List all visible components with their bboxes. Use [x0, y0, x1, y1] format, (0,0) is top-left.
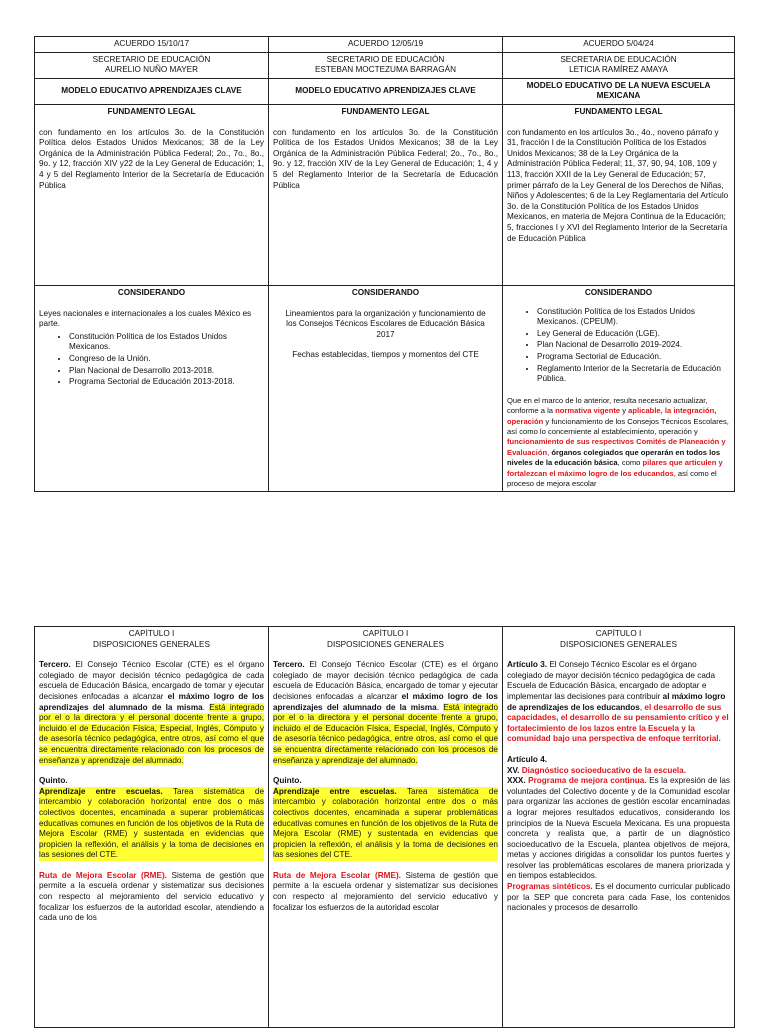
secretario-title: SECRETARIO DE EDUCACIÓN [92, 54, 211, 64]
considerando-lineamientos: Lineamientos para la organización y funcionamiento de los Consejos Técnicos Escolares de Educación Básica 2017 [285, 308, 486, 339]
considerando-cell-3 [503, 285, 735, 491]
fundamento-heading: FUNDAMENTO LEGAL [574, 106, 663, 116]
fundamento-row [35, 104, 735, 285]
list-item: • Programa Sectorial de Educación 2013-2018. [69, 377, 264, 388]
considerando-cell-1 [35, 285, 269, 491]
articulo3-paragraph: Artículo 3. El Consejo Técnico Escolar es el órgano colegiado de mayor decisión técnico pedagógica de cada Escuela de Educación Básica, encargado de adoptar e implementar las decisiones para contribuir al máximo logro de aprendizajes de los educandos, el desarrollo de sus capacidades, el desarrollo de su pensamiento crítico y el fortalecimiento de los lazos entre la Escuela y la comunidad bajo una perspectiva de enfoque territorial. [507, 660, 729, 744]
secretario-cell-2 [269, 52, 503, 78]
tercero-paragraph: Tercero. El Consejo Técnico Escolar (CTE) es el órgano colegiado de mayor decisión técnico pedagógica de cada escuela de Educación Básica, encargado de tomar y ejecutar decisiones enfocadas a alcanzar el máximo logro de los aprendizajes del alumnado de la misma. Está integrado por el o la directora y el personal docente frente a grupo, incluido el de Educación Física, Especial, Inglés, Cómputo y de asesoría técnico pedagógica, entre otros, así como el que se encuentra directamente relacionado con los procesos de enseñanza y aprendizaje del alumnado. [273, 660, 498, 765]
acuerdo-cell-2: ACUERDO 12/05/19 [269, 37, 503, 53]
aprendizaje-paragraph: Aprendizaje entre escuelas. Tarea sistemática de intercambio y colaboración horizontal entre dos o más colectivos docentes, encaminada a superar problemáticas educativas comunes en función de los objetivos de la Ruta de Mejora Escolar (RME) y sustentada en evidencias que propicien la reflexión, el análisis y la toma de decisiones en las sesiones del CTE. [273, 786, 498, 860]
disposiciones-title: DISPOSICIONES GENERALES [327, 639, 444, 649]
list-item: • Constitución Política de los Estados Unidos Mexicanos. [69, 332, 264, 353]
list-item: • Reglamento Interior de la Secretaría de Educación Pública. [537, 364, 730, 385]
modelo-cell-2: MODELO EDUCATIVO APRENDIZAJES CLAVE [269, 78, 503, 104]
secretario-name: ESTEBAN MOCTEZUMA BARRAGÁN [314, 65, 457, 75]
considerando-list [39, 332, 264, 388]
list-item: • Ley General de Educación (LGE). [537, 329, 730, 340]
considerando-cell-2 [269, 285, 503, 491]
secretario-title: SECRETARIA DE EDUCACIÓN [560, 54, 677, 64]
considerando-list [507, 307, 730, 385]
capitulo-title: CAPÍTULO I [595, 629, 642, 638]
modelo-cell-3: MODELO EDUCATIVO DE LA NUEVA ESCUELA MEXICANA [503, 78, 735, 104]
considerando-paragraph: Que en el marco de lo anterior, resulta necesario actualizar, conforme a la normativa vigente y aplicable, la integración, operación y funcionamiento de los Consejos Técnicos Escolares, así como lo concerniente al establecimiento, operación y funcionamiento de sus respectivos Comités de Planeación y Evaluación, órganos colegiados que operarán en todos los niveles de la educación básica, como pilares que articulen y fortalezcan el máximo logro de los educandos, así como el proceso de mejora escolar [507, 395, 729, 488]
quinto-label: Quinto. [39, 776, 68, 786]
fundamento-cell-1 [35, 104, 269, 285]
quinto-label: Quinto. [273, 776, 302, 786]
list-item: • Plan Nacional de Desarrollo 2019-2024. [537, 340, 730, 351]
capitulo-title: CAPÍTULO I [362, 629, 409, 638]
disposiciones-cell-2 [269, 627, 503, 1028]
comparison-table-disposiciones [34, 626, 735, 1028]
fundamento-cell-2 [269, 104, 503, 285]
fundamento-text: con fundamento en los artículos 3o. de la Constitución Política delos Estados Unidos Mexicanos; 38 de la Ley Orgánica de la Administración Pública Federal; 2o., 7o., 8o., 9o. y 12, fracción XIV y22 de la Ley General de Educación; 1, 4 y 5 del Reglamento Interior de la Secretaría de Educación Pública [39, 127, 264, 190]
list-item: • Programa Sectorial de Educación. [537, 352, 730, 363]
considerando-heading: CONSIDERANDO [117, 287, 186, 297]
capitulo-title: CAPÍTULO I [128, 629, 175, 638]
comparison-table-acuerdos [34, 36, 735, 492]
list-item: • Constitución Política de los Estados Unidos Mexicanos. (CPEUM). [537, 307, 730, 328]
disposiciones-row [35, 627, 735, 1028]
list-item: • Plan Nacional de Desarrollo 2013-2018. [69, 366, 264, 377]
acuerdo-row [35, 37, 735, 53]
list-item: • Congreso de la Unión. [69, 354, 264, 365]
tercero-paragraph: Tercero. El Consejo Técnico Escolar (CTE) es el órgano colegiado de mayor decisión técnico pedagógica de cada escuela de Educación Básica, encargado de tomar y ejecutar decisiones enfocadas a alcanzar el máximo logro de los aprendizajes del alumnado de la misma. Está integrado por el o la directora y el personal docente frente a grupo, incluido el de Educación Física, Especial, Inglés, Cómputo y de asesoría técnico pedagógica, entre otros, así como el que se encuentra directamente relacionado con los procesos de enseñanza y aprendizaje del alumnado. [39, 660, 264, 765]
acuerdo-cell-1: ACUERDO 15/10/17 [35, 37, 269, 53]
programas-item: Programas sintéticos. Es el documento curricular publicado por la SEP que concreta para cada Fase, los contenidos nacionales y procesos de desarrollo [507, 882, 730, 913]
secretario-cell-3 [503, 52, 735, 78]
aprendizaje-paragraph: Aprendizaje entre escuelas. Tarea sistemática de intercambio y colaboración horizontal entre dos o más colectivos docentes, encaminada a superar problemáticas educativas comunes en función de los objetivos de la Ruta de Mejora Escolar (RME) y sustentada en evidencias que propicien la reflexión, el análisis y la toma de decisiones en las sesiones del CTE. [39, 786, 264, 860]
secretario-name: LETICIA RAMÍREZ AMAYA [569, 65, 668, 75]
fundamento-text: con fundamento en los artículos 3o., 4o., noveno párrafo y 31, fracción I de la Constitución Política de los Estados Unidos Mexicanos; 38 de la Ley Orgánica de la Administración Pública Federal; 11, 37, 90, 94, 108, 109 y 113, fracción XXII de la Ley General de Educación; 57, primer párrafo de la Ley General de los Derechos de Niñas, Niños y Adolescentes; 6 de la Ley Reglamentaria del Artículo 3o. de la Constitución Política de los Estados Unidos Mexicanos, en materia de Mejora Continua de la Educación; 5, fracciones I y XVI del Reglamento Interior de la Secretaría de Educación Pública [507, 127, 729, 243]
fundamento-text: con fundamento en los artículos 3o. de la Constitución Política de los Estados Unidos Mexicanos; 38 de la Ley Orgánica de la Administración Pública Federal; 2o., 7o., 8o., 9o. y 12, fracción XIV de la Ley General de Educación; 1, 4 y 5 del Reglamento Interior de la Secretaría de Educación Pública [273, 127, 498, 190]
considerando-intro: Leyes nacionales e internacionales a los cuales México es parte. [39, 308, 252, 329]
disposiciones-title: DISPOSICIONES GENERALES [560, 639, 677, 649]
secretario-row [35, 52, 735, 78]
modelo-cell-1: MODELO EDUCATIVO APRENDIZAJES CLAVE [35, 78, 269, 104]
ruta-paragraph: Ruta de Mejora Escolar (RME). Sistema de gestión que permite a la escuela ordenar y sistematizar sus decisiones con respecto al mejoramiento del servicio educativo y focalizar los esfuerzos de la autoridad escolar [273, 870, 498, 912]
secretario-title: SECRETARIO DE EDUCACIÓN [326, 54, 445, 64]
fundamento-heading: FUNDAMENTO LEGAL [107, 106, 196, 116]
disposiciones-cell-1 [35, 627, 269, 1028]
articulo4-label: Artículo 4. [507, 754, 548, 764]
acuerdo-cell-3: ACUERDO 5/04/24 [503, 37, 735, 53]
disposiciones-cell-3 [503, 627, 735, 1028]
considerando-fechas: Fechas establecidas, tiempos y momentos del CTE [292, 350, 479, 360]
fundamento-heading: FUNDAMENTO LEGAL [341, 106, 430, 116]
considerando-heading: CONSIDERANDO [584, 287, 653, 297]
considerando-row [35, 285, 735, 491]
xv-item: XV. Diagnóstico socioeducativo de la escuela. [507, 765, 686, 775]
considerando-heading: CONSIDERANDO [351, 287, 420, 297]
secretario-name: AURELIO NUÑO MAYER [104, 65, 199, 75]
xxx-item: XXX. Programa de mejora continua. Es la expresión de las voluntades del Colectivo docente y de la Comunidad escolar para organizar las acciones de gestión escolar encaminadas a lograr mejores resultados educativos, considerando los principios de la Nueva Escuela Mexicana. Es una propuesta concreta y realista que, a partir de un diagnóstico socioeducativo de la Escuela, plantea objetivos de mejora, metas y acciones dirigidas a consolidar los puntos fuertes y resolver las problemáticas escolares de manera priorizada y en tiempos establecidos. [507, 776, 730, 881]
modelo-row [35, 78, 735, 104]
secretario-cell-1 [35, 52, 269, 78]
fundamento-cell-3 [503, 104, 735, 285]
ruta-paragraph: Ruta de Mejora Escolar (RME). Sistema de gestión que permite a la escuela ordenar y sistematizar sus decisiones con respecto al mejoramiento del servicio educativo y focalizar los esfuerzos de la autoridad escolar, atendiendo a cada uno de los [39, 870, 264, 923]
disposiciones-title: DISPOSICIONES GENERALES [93, 639, 210, 649]
